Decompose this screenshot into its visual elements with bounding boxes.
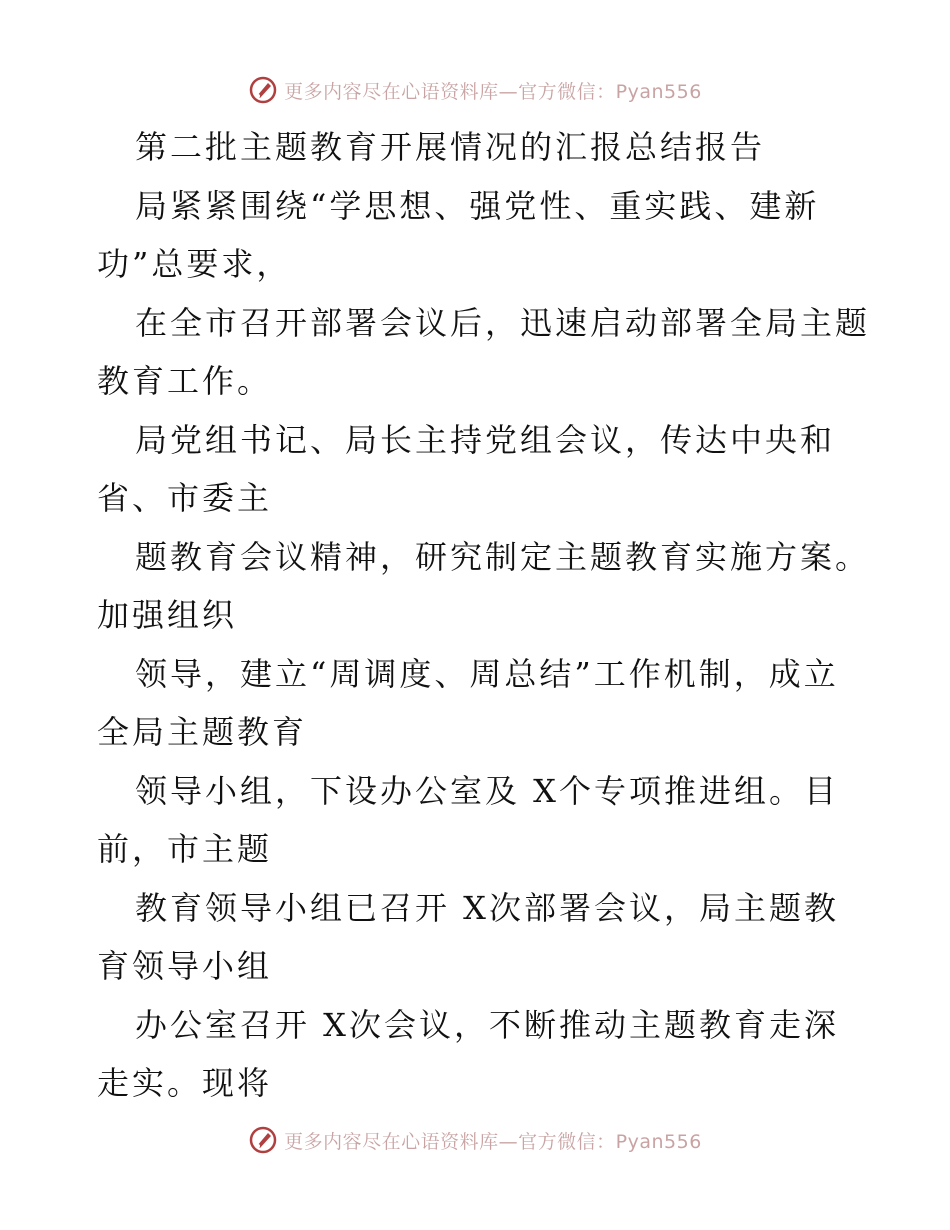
document-line: 加强组织 <box>97 596 238 634</box>
document-line: 题教育会议精神，研究制定主题教育实施方案。 <box>135 537 871 576</box>
pen-nib-logo-icon <box>248 75 278 105</box>
document-line: 第二批主题教育开展情况的汇报总结报告 <box>135 128 766 166</box>
watermark-text: 更多内容尽在心语资料库—官方微信：Pyan556 <box>284 1130 702 1153</box>
document-line: 领导，建立“周调度、周总结”工作机制，成立 <box>135 654 839 693</box>
document-line: 在全市召开部署会议后，迅速启动部署全局主题 <box>135 303 871 342</box>
document-line: 教育领导小组已召开 X次部署会议，局主题教 <box>135 888 839 927</box>
pen-nib-logo-icon <box>248 1125 278 1155</box>
document-line: 教育工作。 <box>97 362 273 400</box>
document-line: 前，市主题 <box>97 830 273 868</box>
document-line: 局党组书记、局长主持党组会议，传达中央和 <box>135 420 836 459</box>
document-body <box>97 118 877 1113</box>
document-line: 局紧紧围绕“学思想、强党性、重实践、建新 <box>135 186 820 225</box>
header-watermark <box>0 70 950 110</box>
watermark-text: 更多内容尽在心语资料库—官方微信：Pyan556 <box>284 80 702 103</box>
document-line: 省、市委主 <box>97 479 273 517</box>
document-line: 走实。现将 <box>97 1064 273 1102</box>
document-line: 领导小组，下设办公室及 X个专项推进组。目 <box>135 771 839 810</box>
document-line: 全局主题教育 <box>97 713 308 751</box>
document-line: 功”总要求， <box>97 245 292 283</box>
document-line: 办公室召开 X次会议，不断推动主题教育走深 <box>135 1005 839 1044</box>
document-line: 育领导小组 <box>97 947 273 985</box>
footer-watermark <box>0 1120 950 1160</box>
